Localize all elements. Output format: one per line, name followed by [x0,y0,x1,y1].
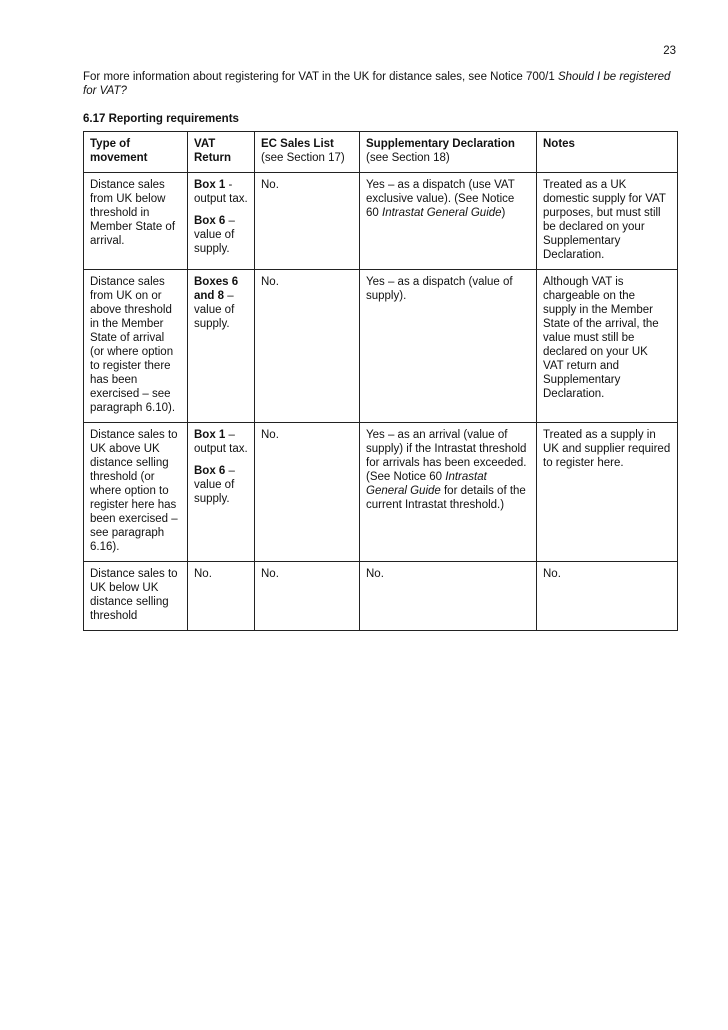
cell-notes: Treated as a UK domestic supply for VAT purposes, but must still be declared on your Supplementary Declaration. [537,173,678,270]
page-number: 23 [663,45,676,57]
cell-supplementary-declaration: Yes – as an arrival (value of supply) if the Intrastat threshold for arrivals has been exceeded. (See Notice 60 Intrastat General Guide for details of the current Intrastat threshold.) [360,423,537,562]
intro-paragraph [83,70,673,98]
reporting-requirements-table [83,131,678,631]
cell-ec-sales-list: No. [255,270,360,423]
cell-vat-return: No. [188,562,255,631]
cell-type: Distance sales from UK on or above threshold in the Member State of arrival (or where option to register there has been exercised – see paragraph 6.10). [84,270,188,423]
header-supplementary-declaration: Supplementary Declaration (see Section 18) [360,132,537,173]
header-supplementary-declaration-ref: (see Section 18) [366,152,450,164]
section-heading: 6.17 Reporting requirements [83,113,239,125]
cell-notes: Treated as a supply in UK and supplier required to register here. [537,423,678,562]
cell-vat-return: Box 1 – output tax. Box 6 – value of supply. [188,423,255,562]
cell-notes: Although VAT is chargeable on the supply in the Member State of the arrival, the value must still be declared on your UK VAT return and Supplementary Declaration. [537,270,678,423]
intro-text: For more information about registering for VAT in the UK for distance sales, see Notice 700/1 [83,71,558,83]
header-notes: Notes [537,132,678,173]
cell-type: Distance sales from UK below threshold in Member State of arrival. [84,173,188,270]
cell-ec-sales-list: No. [255,423,360,562]
table-row [84,173,678,270]
table-header-row [84,132,678,173]
cell-notes: No. [537,562,678,631]
table-row [84,562,678,631]
cell-vat-return: Box 1 - output tax. Box 6 – value of supply. [188,173,255,270]
cell-vat-return: Boxes 6 and 8 – value of supply. [188,270,255,423]
cell-supplementary-declaration: Yes – as a dispatch (use VAT exclusive value). (See Notice 60 Intrastat General Guide) [360,173,537,270]
header-ec-sales-list: EC Sales List (see Section 17) [255,132,360,173]
cell-supplementary-declaration: Yes – as a dispatch (value of supply). [360,270,537,423]
table-row [84,423,678,562]
cell-type: Distance sales to UK above UK distance selling threshold (or where option to register here has been exercised – see paragraph 6.16). [84,423,188,562]
header-vat-return: VAT Return [188,132,255,173]
header-ec-sales-list-ref: (see Section 17) [261,152,345,164]
intro-notice-title: Should I be registered for VAT? [83,71,671,97]
cell-ec-sales-list: No. [255,562,360,631]
cell-ec-sales-list: No. [255,173,360,270]
header-type-of-movement: Type of movement [84,132,188,173]
table-row [84,270,678,423]
cell-type: Distance sales to UK below UK distance selling threshold [84,562,188,631]
cell-supplementary-declaration: No. [360,562,537,631]
